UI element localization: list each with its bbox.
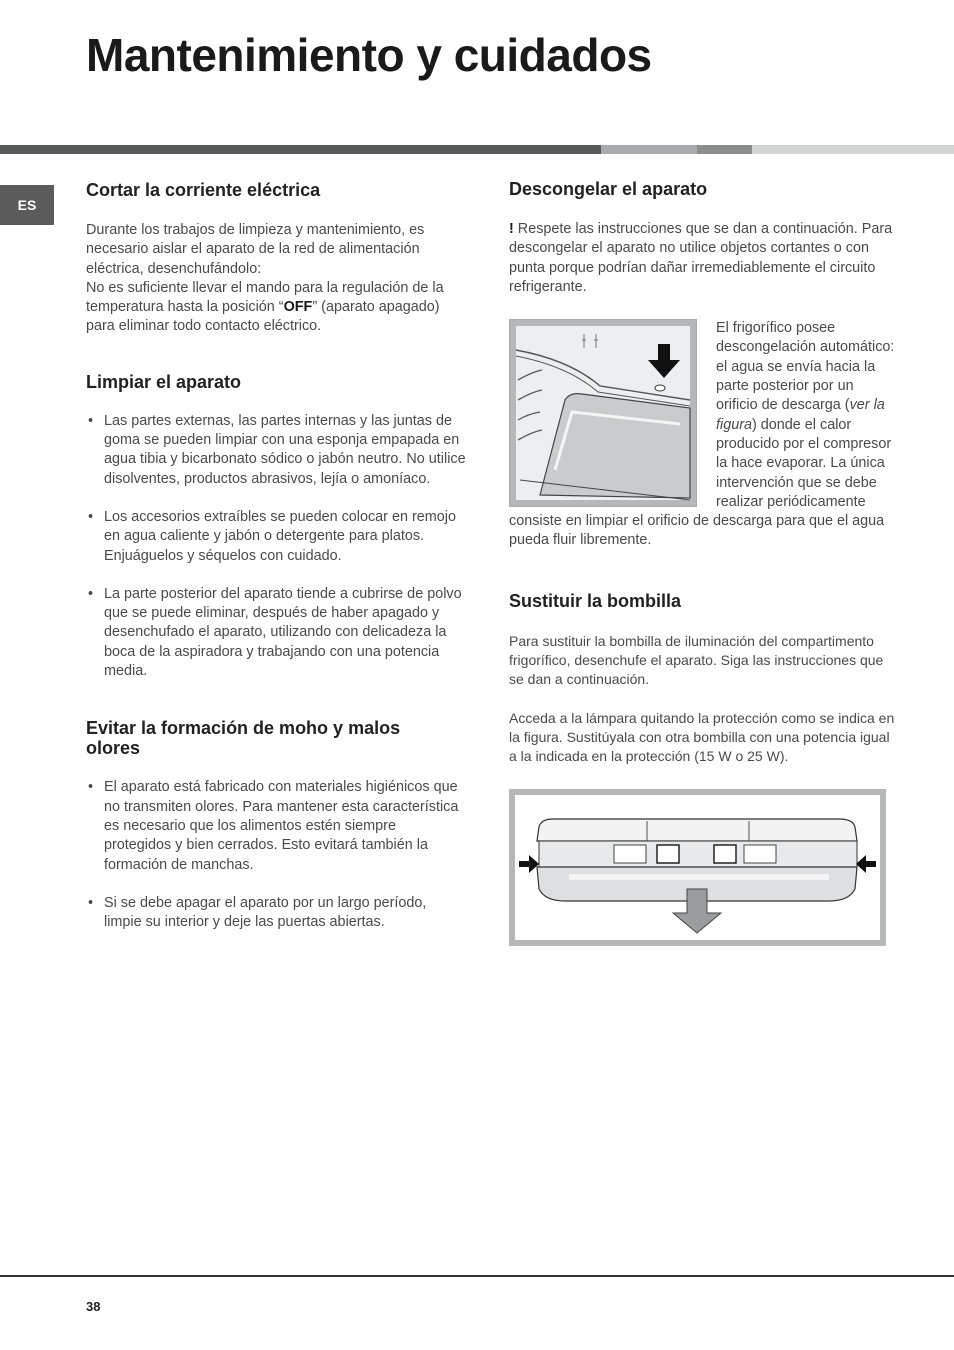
list-item: • La parte posterior del aparato tiende a cubrirse de polvo que se puede eliminar, después de haber apagado y desenchufado el aparato, utilizando con delicadeza la boca de la aspiradora y trabajando con una potencia media. [86, 585, 466, 681]
section-heading-cortar: Cortar la corriente eléctrica [86, 180, 321, 200]
header-band-dark-short [697, 145, 752, 154]
warning-icon: ! [509, 221, 514, 237]
figure-reference: ver la figura [716, 397, 885, 433]
descongelar-body [509, 319, 899, 551]
list-item: • Las partes externas, las partes internas y las juntas de goma se pueden limpiar con una esponja empapada en agua tibia y bicarbonato sódico o jabón neutro. No utilice disolventes, productos abrasivos, lejía o amoníaco. [86, 412, 466, 489]
moho-list [86, 778, 466, 932]
lamp-cover-figure [509, 789, 886, 946]
limpiar-list [86, 412, 466, 682]
cortar-paragraph-1: Durante los trabajos de limpieza y mantenimiento, es necesario aislar el aparato de la red de alimentación eléctrica, desenchufándolo: [86, 222, 425, 277]
header-band-mid [601, 145, 697, 154]
list-item: • El aparato está fabricado con materiales higiénicos que no transmiten olores. Para mantener esta característica es necesario que los alimentos estén siempre protegidos y bien cerrados. Esto evitará también la formación de manchas. [86, 778, 466, 874]
cortar-p2-after: ” (aparato apagado) para eliminar todo contacto eléctrico. [86, 299, 440, 335]
left-column [86, 178, 466, 932]
lamp-illustration [509, 789, 886, 946]
descongelar-p-before: El frigorífico posee descongelación automático: el agua se envía hacia la parte posterior por un orificio de descarga ( [716, 320, 895, 414]
bombilla-body [509, 632, 899, 767]
descongelar-p-after: ) donde el calor producido por el compresor la hace evaporar. La única intervención que se debe realizar periódicamente consiste en limpiar el orificio de descarga para que el agua pueda fluir libremente. [509, 416, 892, 549]
page-title: Mantenimiento y cuidados [86, 29, 652, 81]
defrost-drain-figure [509, 319, 697, 507]
cortar-paragraph-2 [86, 279, 466, 337]
off-label: OFF [283, 299, 313, 316]
descongelar-warning [509, 220, 899, 297]
footer-rule [0, 1275, 954, 1277]
warning-text: Respete las instrucciones que se dan a continuación. Para descongelar el aparato no utilice objetos cortantes o con punta porque podrían dañar irremediablemente el circuito refrigerante. [509, 221, 893, 295]
page-number: 38 [86, 1299, 101, 1314]
bombilla-paragraph-2: Acceda a la lámpara quitando la protección como se indica en la figura. Sustitúyala con otra bombilla con una potencia igual a la indicada en la protección (15 W o 25 W). [509, 709, 895, 765]
header-band-light [752, 145, 954, 154]
bombilla-paragraph-1: Para sustituir la bombilla de iluminación del compartimento frigorífico, desenchufe el aparato. Siga las instrucciones que se dan a continuación. [509, 632, 884, 688]
section-heading-bombilla: Sustituir la bombilla [509, 590, 682, 611]
defrost-illustration [510, 320, 696, 506]
section-heading-moho: Evitar la formación de moho y malos olores [86, 718, 401, 759]
right-column [509, 178, 899, 946]
section-heading-limpiar: Limpiar el aparato [86, 371, 242, 392]
section-heading-descongelar: Descongelar el aparato [509, 179, 708, 199]
header-band-dark [0, 145, 601, 154]
language-tab: ES [0, 185, 54, 225]
cortar-p2-before: No es suficiente llevar el mando para la regulación de la temperatura hasta la posición “ [86, 279, 444, 316]
list-item: • Los accesorios extraíbles se pueden colocar en remojo en agua caliente y jabón o detergente para platos. Enjuáguelos y séquelos con cuidado. [86, 508, 466, 566]
list-item: • Si se debe apagar el aparato por un largo período, limpie su interior y deje las puertas abiertas. [86, 894, 466, 933]
